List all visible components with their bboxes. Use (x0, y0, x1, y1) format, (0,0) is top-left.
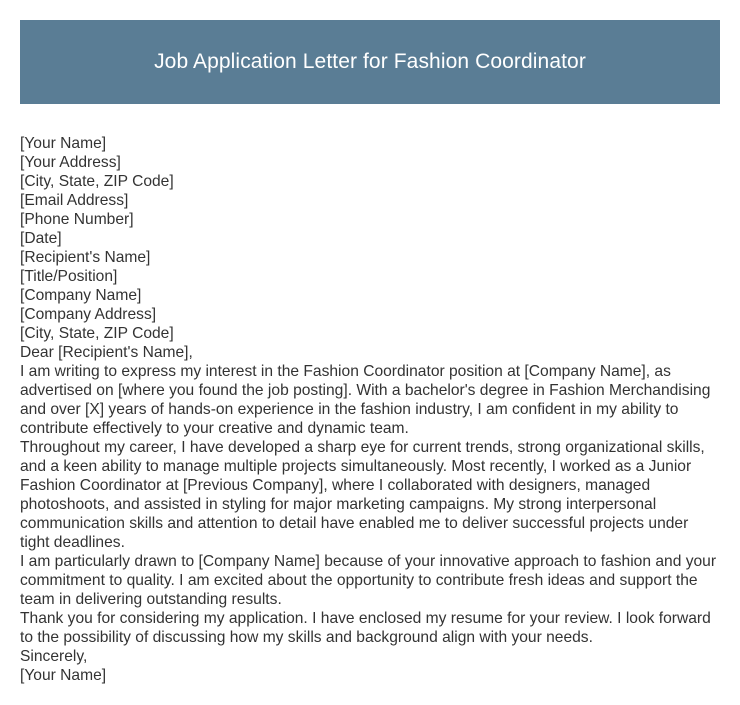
page-title: Job Application Letter for Fashion Coordinator (154, 50, 586, 73)
sender-city-state-zip: [City, State, ZIP Code] (20, 173, 174, 190)
sender-name: [Your Name] (20, 135, 107, 152)
sender-block (20, 134, 722, 248)
recipient-title: [Title/Position] (20, 268, 118, 285)
recipient-block (20, 248, 722, 343)
recipient-name: [Recipient's Name] (20, 249, 151, 266)
sender-address: [Your Address] (20, 154, 121, 171)
recipient-company: [Company Name] (20, 287, 142, 304)
letter-body (20, 134, 722, 685)
salutation: Dear [Recipient's Name], (20, 344, 193, 361)
recipient-address: [Company Address] (20, 306, 157, 323)
signature: [Your Name] (20, 667, 107, 684)
body-paragraph-3: I am particularly drawn to [Company Name] because of your innovative approach to fashion and your commitment to quality. I am excited about the opportunity to contribute fresh ideas and support the team in delivering outstanding results. (20, 553, 717, 608)
valediction: Sincerely, (20, 648, 88, 665)
letter-date: [Date] (20, 230, 62, 247)
sender-phone: [Phone Number] (20, 211, 134, 228)
title-banner (20, 20, 720, 104)
body-paragraph-1: I am writing to express my interest in the Fashion Coordinator position at [Company Name], as advertised on [where you found the job posting]. With a bachelor's degree in Fashion Merchandising and over [X] years of hands-on experience in the fashion industry, I am confident in my ability to contribute effectively to your creative and dynamic team. (20, 363, 711, 437)
recipient-city-state-zip: [City, State, ZIP Code] (20, 325, 174, 342)
sender-email: [Email Address] (20, 192, 129, 209)
body-paragraph-4: Thank you for considering my application. I have enclosed my resume for your review. I look forward to the possibility of discussing how my skills and background align with your needs. (20, 610, 711, 646)
body-paragraph-2: Throughout my career, I have developed a sharp eye for current trends, strong organizational skills, and a keen ability to manage multiple projects simultaneously. Most recently, I worked as a Junior Fashion Coordinator at [Previous Company], where I collaborated with designers, managed photoshoots, and assisted in styling for major marketing campaigns. My strong interpersonal communication skills and attention to detail have enabled me to deliver successful projects under tight deadlines. (20, 439, 705, 551)
